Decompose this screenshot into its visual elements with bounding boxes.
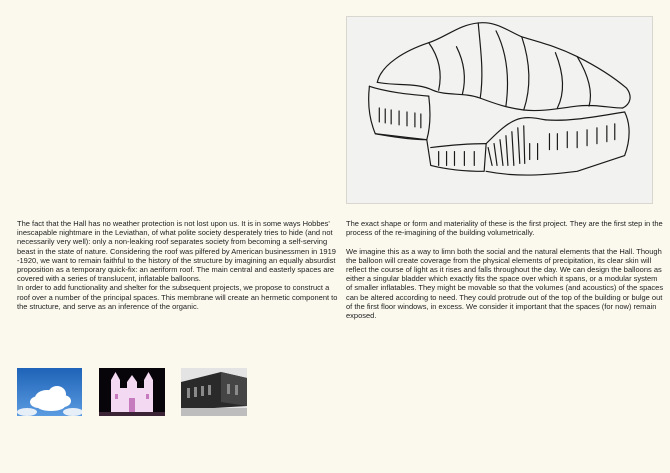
left-paragraph-1: The fact that the Hall has no weather protection is not lost upon us. It is in some ways Hobbes' inescapable nightmare in the Leviathan, of what polite society desperately tries to hide (and not necessarily very well): only a non-leaking roof separates society from becoming a self-serving beast in the state of nature. Considering the roof was pilfered by American businessmen in 1919 -1920, we want to remain faithful to the history of the structure by imagining an equally absurdist proposition as a temporary quick-fix: an aeriform roof. The main central and easterly spaces are covered with a series of translucent, inflatable balloons.: [17, 219, 336, 284]
right-paragraph-2: We imagine this as a way to limn both the social and the natural elements that the Hall. Though the balloon will create coverage from the physical elements of precipitation, its clear skin will reflect the course of light as it rises and falls throughout the day. We can design the balloons as either a singular bladder which exactly fits the space over which it spans, or a modular system of smaller inflatables. They might be movable so that the volumes (and acoustics) of the spaces can be altered according to need. They could protrude out of the top of the building or bulge out of the first floor windows, in excess. We consider it important that the spaces (for now) remain exposed.: [346, 246, 664, 321]
sky-clouds-thumbnail: [17, 368, 82, 416]
left-paragraph-2: In order to add functionality and shelter for the subsequent projects, we propose to construct a roof over a number of the principal spaces. This membrane will create an hermetic component to the structure, and serve as an inference of the organic.: [17, 283, 338, 311]
ruined-building-thumbnail: [181, 368, 247, 416]
roof-sketch-image: [346, 16, 653, 204]
right-paragraph-1: The exact shape or form and materiality of these is the first project. They are the first step in the process of the re-imagining of the building volumetrically.: [346, 219, 663, 238]
left-text-column: [17, 219, 339, 320]
inflatable-castle-thumbnail: [99, 368, 165, 416]
right-text-column: [346, 219, 664, 329]
